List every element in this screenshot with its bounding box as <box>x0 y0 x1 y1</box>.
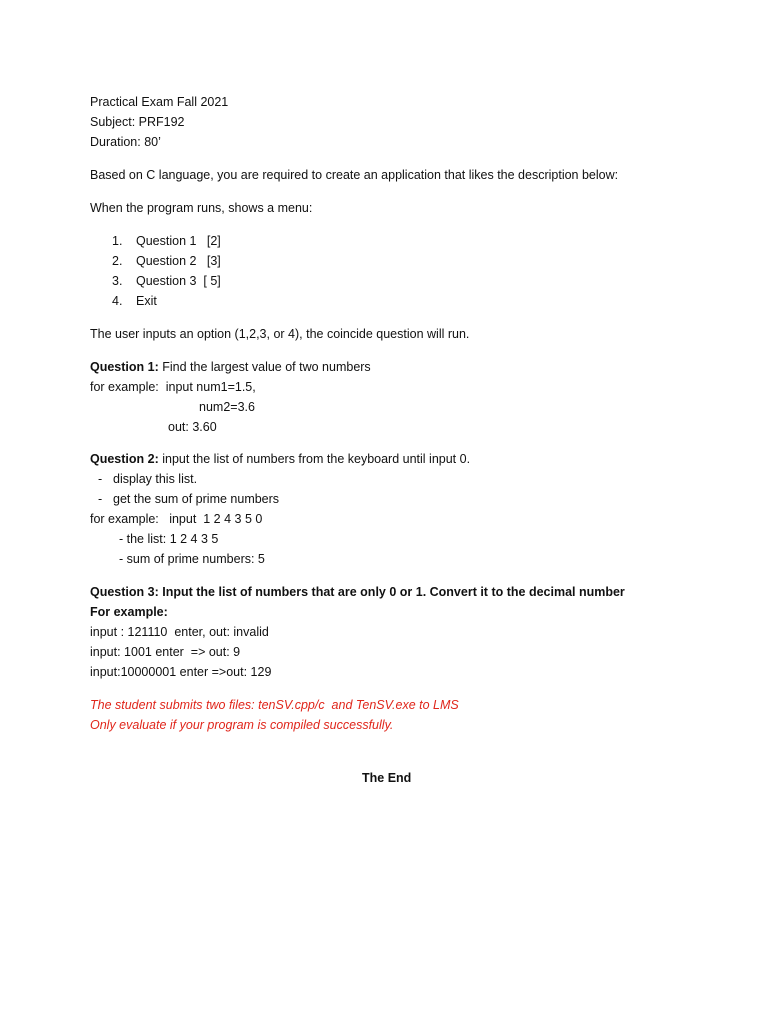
the-end: The End <box>362 771 412 785</box>
menu-item-4-label: Exit <box>136 294 157 308</box>
menu-item-2-number: 2. <box>112 254 123 268</box>
question-2-example-1: for example: input 1 2 4 3 5 0 <box>90 512 263 526</box>
menu-item-1-label: Question 1 [2] <box>136 234 221 248</box>
menu-item-4-number: 4. <box>112 294 123 308</box>
question-1-heading: Question 1: <box>90 360 159 374</box>
evaluation-note: Only evaluate if your program is compiled successfully. <box>90 718 394 732</box>
question-1-text: Find the largest value of two numbers <box>158 360 371 374</box>
question-2-text: input the list of numbers from the keyboard until input 0. <box>158 452 471 466</box>
intro-line-1: Based on C language, you are required to create an application that likes the description below: <box>90 168 619 182</box>
question-2-bullet-2: get the sum of prime numbers <box>113 492 280 506</box>
question-2-heading: Question 2: <box>90 452 159 466</box>
question-2-example-2: - the list: 1 2 4 3 5 <box>119 532 219 546</box>
question-3-example-3: input:10000001 enter =>out: 129 <box>90 665 272 679</box>
question-3-text: Input the list of numbers that are only 0 or 1. Convert it to the decimal number <box>158 585 625 599</box>
exam-title: Practical Exam Fall 2021 <box>90 95 229 109</box>
intro-line-2: When the program runs, shows a menu: <box>90 201 313 215</box>
question-3 <box>90 584 625 600</box>
question-1-example-1: for example: input num1=1.5, <box>90 380 256 394</box>
question-3-heading: Question 3: <box>90 585 159 599</box>
menu-item-1-number: 1. <box>112 234 123 248</box>
question-2 <box>90 451 470 467</box>
question-3-example-1: input : 121110 enter, out: invalid <box>90 625 269 639</box>
question-1-example-2: num2=3.6 <box>199 400 255 414</box>
exam-subject: Subject: PRF192 <box>90 115 185 129</box>
menu-item-3-number: 3. <box>112 274 123 288</box>
submission-note: The student submits two files: tenSV.cpp/c and TenSV.exe to LMS <box>90 698 459 712</box>
bullet-dash: - <box>98 492 103 506</box>
option-instruction: The user inputs an option (1,2,3, or 4), the coincide question will run. <box>90 327 470 341</box>
question-2-example-3: - sum of prime numbers: 5 <box>119 552 265 566</box>
question-3-example-label: For example: <box>90 605 168 619</box>
question-1-example-3: out: 3.60 <box>168 420 217 434</box>
exam-duration: Duration: 80’ <box>90 135 161 149</box>
menu-item-3-label: Question 3 [ 5] <box>136 274 221 288</box>
question-3-example-2: input: 1001 enter => out: 9 <box>90 645 241 659</box>
question-1 <box>90 359 371 375</box>
bullet-dash: - <box>98 472 103 486</box>
question-2-bullet-1: display this list. <box>113 472 198 486</box>
menu-item-2-label: Question 2 [3] <box>136 254 221 268</box>
